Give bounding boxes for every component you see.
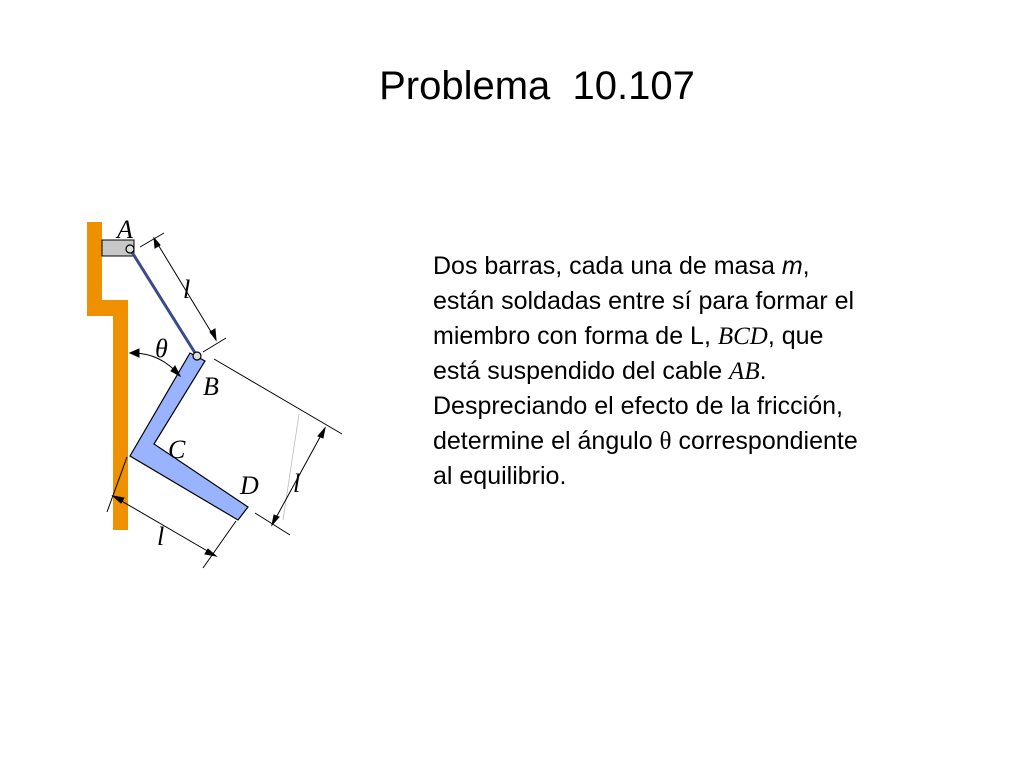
label-d: D bbox=[240, 471, 259, 500]
label-c: C bbox=[168, 435, 186, 464]
problem-line-4: está suspendido del cable AB. bbox=[433, 357, 767, 385]
var-ab: AB bbox=[729, 358, 760, 385]
var-bcd: BCD bbox=[717, 323, 768, 350]
member-bcd bbox=[130, 353, 248, 520]
problem-line-3: miembro con forma de L, BCD, que bbox=[433, 322, 824, 350]
problem-line-7: al equilibrio. bbox=[433, 462, 567, 490]
problem-line-2: están soldadas entre sí para formar el bbox=[433, 287, 855, 315]
label-l-cable: l bbox=[183, 275, 191, 304]
label-l-cd: l bbox=[157, 522, 165, 551]
var-m: m bbox=[781, 252, 803, 280]
label-l-bc: l bbox=[293, 469, 301, 498]
pin-b bbox=[193, 352, 201, 360]
var-theta: θ bbox=[659, 428, 672, 455]
label-a: A bbox=[117, 215, 133, 244]
label-theta: θ bbox=[155, 334, 168, 363]
problem-line-1: Dos barras, cada una de masa m, bbox=[433, 252, 810, 280]
problem-statement bbox=[433, 249, 1023, 494]
problem-line-5: Despreciando el efecto de la fricción, bbox=[433, 392, 843, 420]
pin-a bbox=[126, 245, 134, 253]
problem-line-6: determine el ángulo θ correspondiente bbox=[433, 427, 858, 455]
label-b: B bbox=[203, 372, 219, 401]
wall bbox=[87, 222, 128, 530]
page-title: Problema 10.107 bbox=[379, 64, 695, 108]
